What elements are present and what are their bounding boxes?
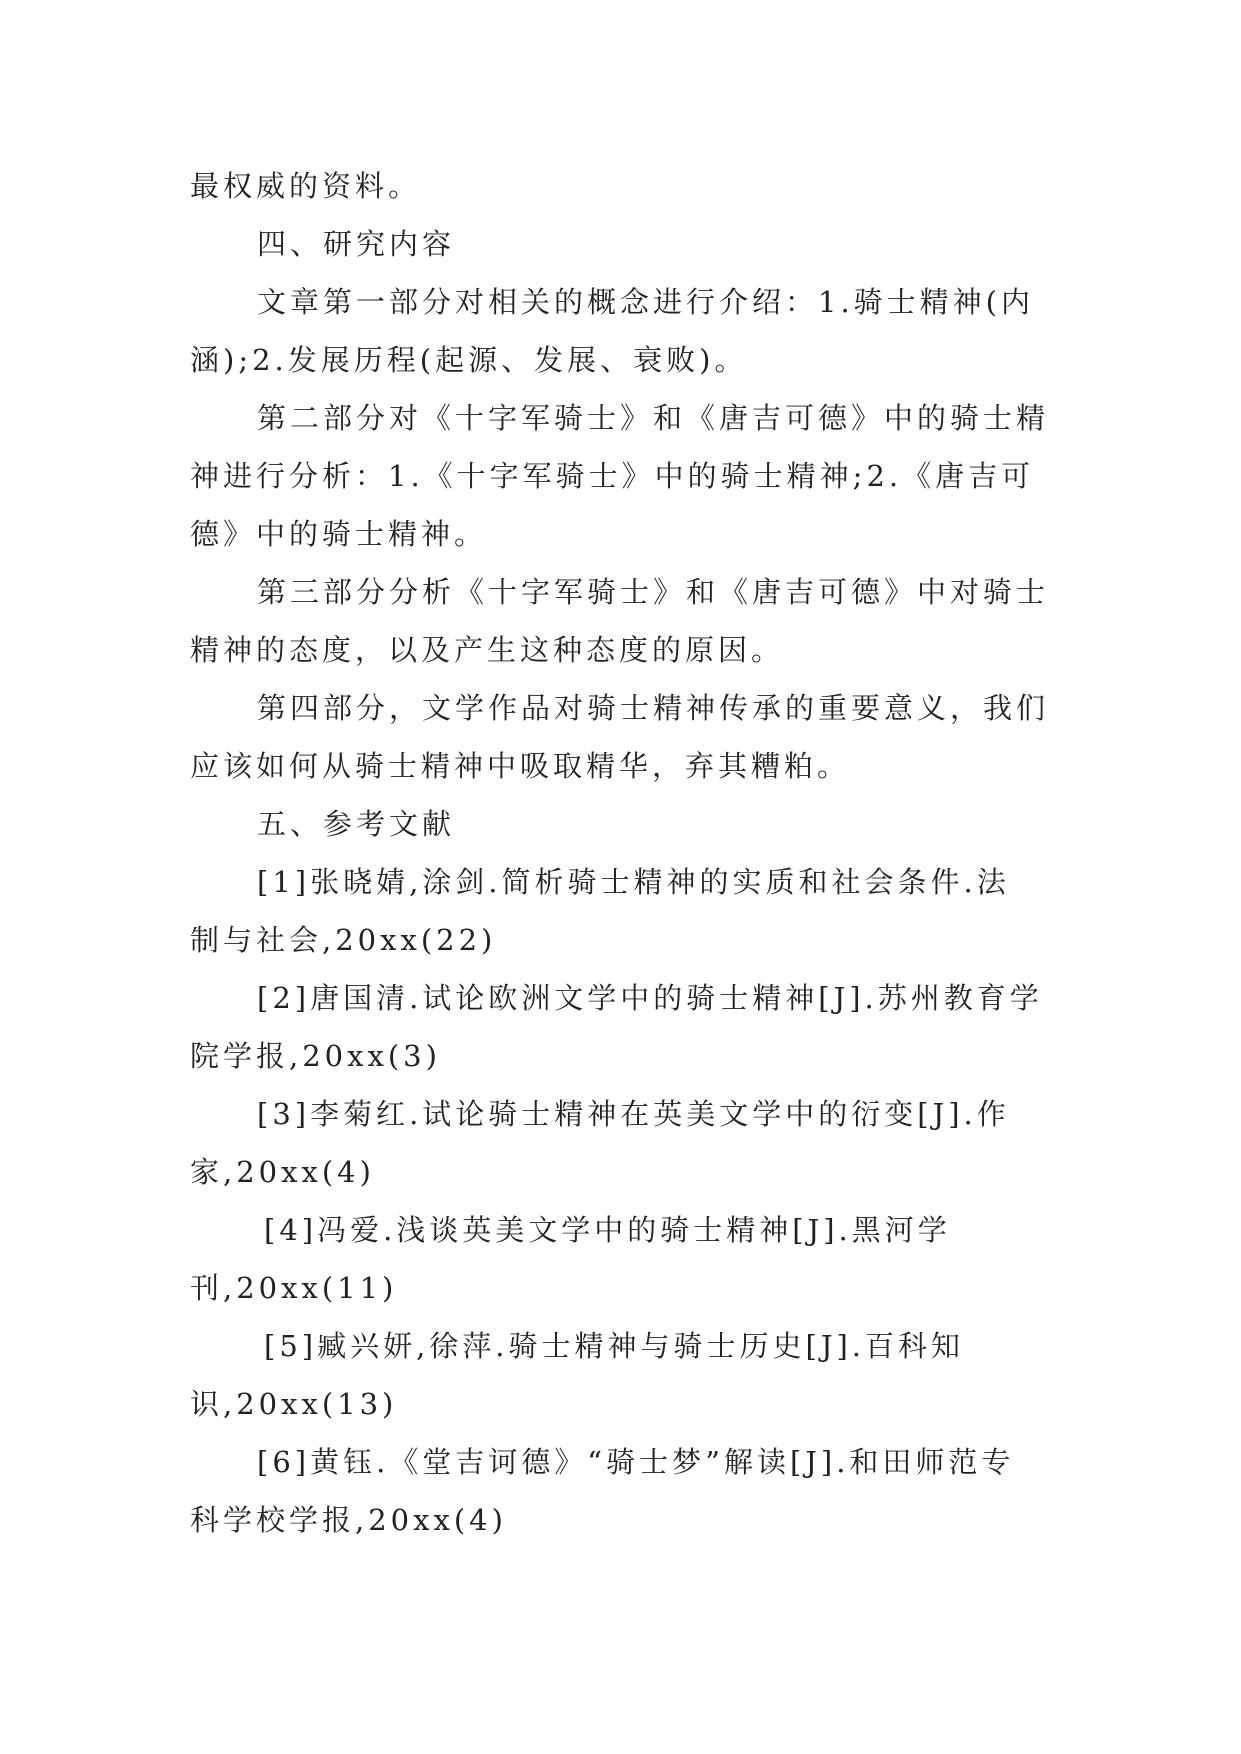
text-line: 德》中的骑士精神。 — [190, 517, 488, 551]
text-line: 第四部分，文学作品对骑士精神传承的重要意义，我们 — [257, 691, 1050, 725]
reference-item: [3]李菊红.试论骑士精神在英美文学中的衍变[J].作 — [257, 1097, 1010, 1131]
reference-item-continued: 家,20xx(4) — [190, 1155, 375, 1189]
text-line: 文章第一部分对相关的概念进行介绍：1.骑士精神(内 — [257, 285, 1034, 319]
section-heading-research-content: 四、研究内容 — [257, 227, 456, 261]
text-line: 涵);2.发展历程(起源、发展、衰败)。 — [190, 343, 748, 377]
reference-item-continued: 科学校学报,20xx(4) — [190, 1503, 507, 1537]
section-heading-references: 五、参考文献 — [257, 807, 456, 841]
text-line: 应该如何从骑士精神中吸取精华，弃其糟粕。 — [190, 749, 851, 783]
reference-item: [1]张晓婧,涂剑.简析骑士精神的实质和社会条件.法 — [257, 865, 1010, 899]
reference-item: [5]臧兴妍,徐萍.骑士精神与骑士历史[J].百科知 — [264, 1329, 964, 1363]
reference-item: [2]唐国清.试论欧洲文学中的骑士精神[J].苏州教育学 — [257, 981, 1043, 1015]
reference-item-continued: 识,20xx(13) — [190, 1387, 398, 1421]
text-line: 神进行分析：1.《十字军骑士》中的骑士精神;2.《唐吉可 — [190, 459, 1035, 493]
reference-item-continued: 刊,20xx(11) — [190, 1271, 398, 1305]
text-line: 精神的态度，以及产生这种态度的原因。 — [190, 633, 785, 667]
reference-item-continued: 制与社会,20xx(22) — [190, 923, 497, 957]
text-line: 第三部分分析《十字军骑士》和《唐吉可德》中对骑士 — [257, 575, 1050, 609]
text-line: 最权威的资料。 — [190, 169, 422, 203]
reference-item: [6]黄钰.《堂吉诃德》“骑士梦”解读[J].和田师范专 — [257, 1445, 1015, 1479]
body-text — [190, 157, 1050, 1549]
reference-item-continued: 院学报,20xx(3) — [190, 1039, 441, 1073]
text-line: 第二部分对《十字军骑士》和《唐吉可德》中的骑士精 — [257, 401, 1050, 435]
reference-item: [4]冯爱.浅谈英美文学中的骑士精神[J].黑河学 — [264, 1213, 951, 1247]
